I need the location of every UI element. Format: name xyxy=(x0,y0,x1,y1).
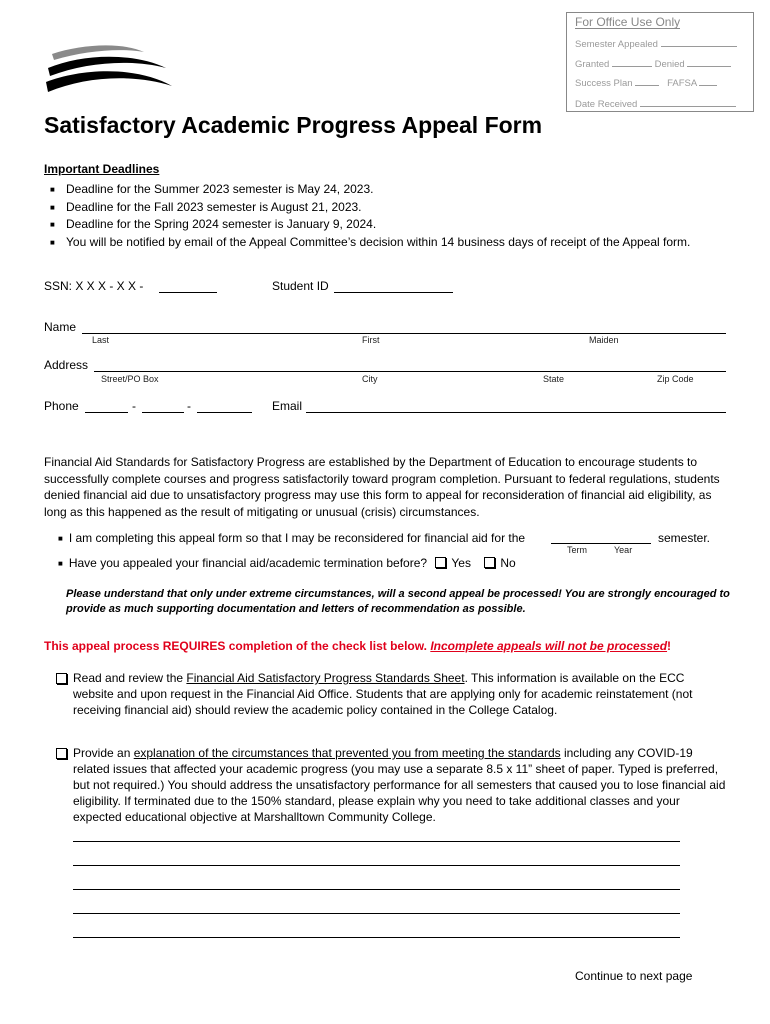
requirement-emphasis: Incomplete appeals will not be processed xyxy=(430,639,668,653)
deadline-item: ■ You will be notified by email of the Appeal Committee’s decision within 14 business days of receipt of the Appeal form. xyxy=(50,234,750,252)
checklist-item xyxy=(56,670,726,718)
student-id-field[interactable] xyxy=(334,278,453,293)
date-received-line xyxy=(640,97,736,107)
checklist-item xyxy=(56,745,726,825)
item1-pre: Read and review the xyxy=(73,671,187,685)
yes-checkbox[interactable] xyxy=(435,557,446,568)
q1-row xyxy=(58,531,525,546)
phone-line-field[interactable] xyxy=(197,398,252,413)
phone-area-field[interactable] xyxy=(85,398,128,413)
address-sub-state: State xyxy=(543,374,565,384)
date-received-label: Date Received xyxy=(575,99,638,110)
continue-next-page: Continue to next page xyxy=(575,969,693,983)
address-sub-street: Street/PO Box xyxy=(101,374,159,384)
item1-post: . This information is available on the ECC website and upon request in the Financial Aid Office. Students that are applying only for academic reinstatement (not receiving financial aid) should review the academic policy contained in the College Catalog. xyxy=(73,671,693,717)
explanation-line[interactable] xyxy=(73,937,680,938)
granted-line xyxy=(612,57,652,67)
address-sub-zip: Zip Code xyxy=(657,374,694,384)
phone-label: Phone xyxy=(44,399,79,413)
address-label: Address xyxy=(44,358,89,372)
standards-sheet-link[interactable]: Financial Aid Satisfactory Progress Standards Sheet xyxy=(186,671,465,685)
no-label: No xyxy=(500,556,516,570)
ssn-field[interactable] xyxy=(159,278,217,293)
success-plan-label: Success Plan xyxy=(575,78,633,89)
phone-prefix-field[interactable] xyxy=(142,398,184,413)
standards-sheet-checkbox[interactable] xyxy=(56,673,67,684)
intro-paragraph: Financial Aid Standards for Satisfactory Progress are established by the Department of Education to encourage students to successfully complete courses and progress satisfactorily toward program completion. Pursuant to federal regulations, students denied financial aid due to unsatisfactory progress may use this form to appeal for reconsideration of financial aid eligibility, as long as this happened as the result of mitigating or unusual (crisis) circumstances. xyxy=(44,455,720,519)
q1-sub-year: Year xyxy=(614,545,633,555)
explanation-line[interactable] xyxy=(73,889,680,890)
yes-label: Yes xyxy=(451,556,471,570)
ssn-label: SSN: X X X - X X - xyxy=(44,279,144,293)
office-use-box xyxy=(566,12,754,112)
deadlines-list xyxy=(50,181,750,251)
explanation-link: explanation of the circumstances that prevented you from meeting the standards xyxy=(133,746,561,760)
phone-dash: - xyxy=(187,399,191,413)
deadline-item: ■ Deadline for the Spring 2024 semester is January 9, 2024. xyxy=(50,216,750,234)
bullet-icon: ■ xyxy=(58,559,63,568)
college-logo xyxy=(42,42,174,96)
student-id-label: Student ID xyxy=(272,279,329,293)
denied-line xyxy=(687,57,731,67)
explanation-line[interactable] xyxy=(73,913,680,914)
office-use-title: For Office Use Only xyxy=(575,15,681,29)
deadline-item: ■ Deadline for the Fall 2023 semester is August 21, 2023. xyxy=(50,199,750,217)
fafsa-label: FAFSA xyxy=(667,78,697,89)
q2-row xyxy=(58,556,516,571)
second-appeal-note: Please understand that only under extreme circumstances, will a second appeal be processed! You are strongly encouraged to provide as much supporting documentation and letters of recommendation as possible. xyxy=(66,588,730,615)
item2-pre: Provide an xyxy=(73,746,134,760)
address-sub-city: City xyxy=(362,374,378,384)
email-field[interactable] xyxy=(306,398,726,413)
fafsa-line xyxy=(699,76,717,86)
denied-label: Denied xyxy=(654,59,685,70)
requirement-end: ! xyxy=(667,639,672,653)
explanation-line[interactable] xyxy=(73,865,680,866)
name-sub-maiden: Maiden xyxy=(589,335,619,345)
semester-appealed-line xyxy=(661,37,737,47)
address-field[interactable] xyxy=(94,357,726,372)
q2-text: Have you appealed your financial aid/academic termination before? xyxy=(68,556,428,570)
item2-post: including any COVID-19 related issues that affected your academic progress (you may use a separate 8.5 x 11” sheet of paper. Typed is preferred, but not required.) You should address the unsatisfactory performance for all semesters that caused you to lose financial aid eligibility. If terminated due to the 150% standard, please explain why you need to take additional classes and your expected educational objective at Marshalltown Community College. xyxy=(73,746,726,824)
semester-term-field[interactable] xyxy=(551,529,651,544)
requirement-text: This appeal process REQUIRES completion of the check list below. xyxy=(44,639,431,653)
q1-sub-term: Term xyxy=(567,545,587,555)
deadlines-heading: Important Deadlines xyxy=(44,162,160,176)
explanation-checkbox[interactable] xyxy=(56,748,67,759)
requirement-line xyxy=(44,639,671,653)
explanation-line[interactable] xyxy=(73,841,680,842)
phone-dash: - xyxy=(132,399,136,413)
no-checkbox[interactable] xyxy=(484,557,495,568)
name-label: Name xyxy=(44,320,77,334)
page-title: Satisfactory Academic Progress Appeal Form xyxy=(44,112,543,138)
name-sub-last: Last xyxy=(92,335,110,345)
deadline-item: ■ Deadline for the Summer 2023 semester is May 24, 2023. xyxy=(50,181,750,199)
bullet-icon: ■ xyxy=(58,534,63,543)
name-sub-first: First xyxy=(362,335,380,345)
q1-text: I am completing this appeal form so that I may be reconsidered for financial aid for the xyxy=(68,531,526,545)
email-label: Email xyxy=(272,399,303,413)
semester-appealed-label: Semester Appealed xyxy=(575,39,658,50)
name-field[interactable] xyxy=(82,319,726,334)
success-plan-line xyxy=(635,76,659,86)
granted-label: Granted xyxy=(575,59,610,70)
q1-suffix: semester. xyxy=(658,531,711,545)
